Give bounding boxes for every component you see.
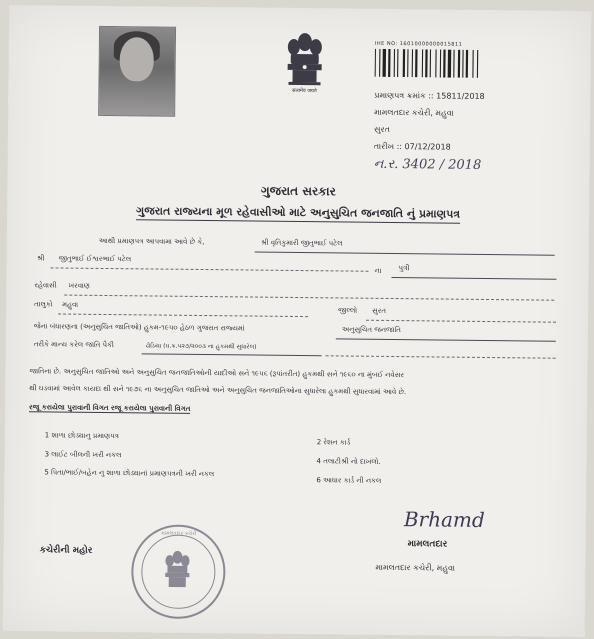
document-item-6: 6 આધાર કાર્ડ ની નકલ	[316, 476, 382, 485]
emblem-caption: सत्यमेव जयते	[292, 87, 317, 95]
issue-date: તારીખ :: 07/12/2018	[373, 141, 451, 152]
document-item-2: 2 રેશન કાર્ડ	[316, 438, 351, 447]
document-item-4: 4 તલાટીશ્રી નો દાખલો.	[316, 457, 381, 466]
tribe-recognized-label: તરીકે માન્ય કરેલ જાતિ પૈકી	[33, 340, 114, 350]
barcode-number: IHE NO: 16010000000015811	[374, 40, 463, 48]
tribe-label: જેના બંધારણના (અનુસુચિત જાતિઓ) હુકમ-૧૯૫૦ હેઠળ ગુજરાત રાજ્યમાં	[33, 322, 245, 333]
certificate-title	[7, 203, 589, 223]
tribe-reference: ઢોડિયા (ઘ.ક્ર.૫૨૭/૨૦૦૩ ના હુકમથી સુધારેલ)	[145, 342, 257, 351]
residence-label: રહેવાસી	[34, 281, 57, 290]
intro-label: આથી પ્રમાણપત્ર આપવામા આવે છે કે,	[98, 236, 205, 247]
tribe-value: અનુસુચિત જનજાતિ	[341, 325, 401, 335]
seal-emblem-icon	[159, 549, 195, 593]
legal-paragraph-line-1: જાતિના છે. અનુસુચિત જાતિઓ અને અનુસુચિત જનજાતિઓની યાદીઓ સને ૧૯૫૬ (રૂપાંતરીત) હુકમથી સને ૧૯૬૦ ના મુંબઈ નવેસર	[29, 367, 405, 380]
taluka-label: તાલુકો	[34, 300, 53, 309]
office-seal	[131, 524, 226, 619]
taluka-value: મહુવા	[62, 300, 79, 309]
document-item-5: 5 પિતા/ભાઈ/બહેન નુ શાળા છોડ્યાનાં પ્રમાણપત્રની ખરી નકલ	[44, 468, 215, 479]
father-prefix: શ્રી	[36, 254, 45, 263]
issuing-office: મામલતદાર કચેરી, મહુવા	[374, 107, 454, 118]
documents-heading-text: રજૂ કરાયેલા પુરાવાની વિગત રજૂ કરાયેલા પુરાવાની વિગત	[29, 403, 191, 413]
applicant-name: શ્રી વૃતિકુમારી જીતુભાઈ પટેલ	[260, 238, 343, 248]
residence-value: ખરવાણ	[68, 281, 90, 290]
district-label: જીલ્લો	[338, 306, 358, 315]
office-seal-label: કચેરીની મહોર	[39, 545, 93, 556]
officer-signature: Brhamd	[403, 507, 485, 532]
document-item-3: 3 લાઈટ બીલની ખરી નકલ	[44, 450, 122, 460]
photo-face	[120, 37, 154, 81]
document-item-1: 1 શાળા છોડ્યાનુ પ્રમાણપત્ર	[44, 431, 120, 441]
handwritten-reference: ન.ર. 3402 / 2018	[373, 156, 482, 173]
legal-paragraph	[29, 363, 569, 403]
signatory-office: મામલતદાર કચેરી, મહુવા	[375, 562, 456, 573]
documents-heading	[29, 403, 190, 414]
legal-paragraph-line-2: થી ઘડવામાં આવેલ કાયદા થી સને ૧૯૭૬ ના અનુસુચિત જાતિઓ અને અનુસુચિત જનજાતિઓના સુધારેલા હુકમથી સુધારવામાં આવે છે.	[29, 384, 407, 397]
certificate-document	[3, 5, 592, 637]
father-name: જીતુભાઈ ઈશ્વરભાઈ પટેલ	[58, 254, 132, 264]
certificate-title-text: ગુજરાત રાજ્યના મૂળ રહેવાસીઓ માટે અનુસુચિત જનજાતિ નું પ્રમાણપત્ર	[136, 204, 460, 223]
barcode-icon	[375, 49, 511, 78]
district-value: સુરત	[372, 306, 387, 315]
applicant-photo	[98, 26, 176, 117]
signatory-title: મામલતદાર	[407, 539, 448, 550]
issuing-place: સુરત	[373, 124, 390, 134]
relation-value: પુત્રી	[398, 264, 410, 273]
relation-label: ના	[374, 266, 382, 275]
seal-text: મામલતદાર કચેરી	[161, 530, 197, 537]
certificate-number: પ્રમાણપત્ર ક્રમાંક :: 15811/2018	[374, 90, 485, 101]
national-emblem-icon	[280, 30, 329, 92]
government-title: ગુજરાત સરકાર	[260, 183, 336, 199]
